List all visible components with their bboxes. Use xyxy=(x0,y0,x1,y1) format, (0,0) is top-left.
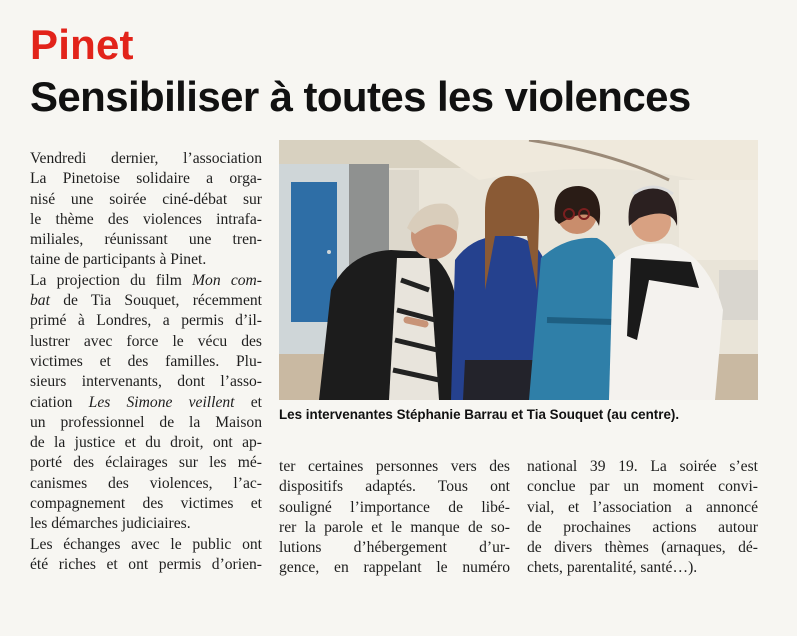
text-line: les démarches judiciaires. xyxy=(30,515,191,533)
text-fragment: de Tia Souquet, récemment xyxy=(49,292,262,310)
text-line xyxy=(30,393,262,413)
text-line: dispositifs adaptés. Tous ont xyxy=(279,478,510,496)
text-line: Vendredi dernier, l’association xyxy=(30,150,262,167)
text-line: canismes des violences, l’ac- xyxy=(30,474,262,492)
text-line: sieurs intervenants, dont l’asso- xyxy=(30,373,262,391)
text-line: de prochaines actions autour xyxy=(527,518,758,536)
film-title: Mon com- xyxy=(192,271,263,289)
text-line: de la justice et du droit, ont ap- xyxy=(30,434,262,452)
text-line: primé à Londres, a permis d’il- xyxy=(30,312,262,330)
text-line xyxy=(30,291,262,311)
text-line: lutions d’hébergement d’ur- xyxy=(279,539,510,557)
text-line: le thème des violences intrafa- xyxy=(30,210,262,228)
text-line: rer la parole et le manque de so- xyxy=(279,518,510,536)
text-line: un professionnel de la Maison xyxy=(30,413,262,431)
text-line: lustrer avec force le vécu des xyxy=(30,332,262,350)
text-line: compagnement des victimes et xyxy=(30,495,262,513)
text-line xyxy=(30,271,262,291)
article-column-2 xyxy=(279,457,510,579)
text-line: souligné l’importance de libé- xyxy=(279,498,510,516)
text-fragment: La projection du film xyxy=(30,271,193,289)
text-line: La Pinetoise solidaire a orga- xyxy=(30,170,262,188)
article-headline: Sensibiliser à toutes les violences xyxy=(30,73,691,120)
text-line: national 39 19. La soirée s’est xyxy=(527,458,758,475)
text-fragment: ciation xyxy=(30,393,89,411)
text-line: ter certaines personnes vers des xyxy=(279,458,510,475)
article-column-1 xyxy=(30,149,262,575)
text-line: vial, et l’association a annoncé xyxy=(527,498,758,516)
film-title: bat xyxy=(30,292,50,310)
paragraph-1 xyxy=(30,149,262,271)
text-line: Les échanges avec le public ont xyxy=(30,535,262,553)
article-photo xyxy=(279,140,758,400)
association-name: Les Simone veillent xyxy=(88,393,235,411)
text-line: été riches et ont permis d’orien- xyxy=(30,555,262,573)
text-line: gence, en rappelant le numéro xyxy=(279,559,510,577)
text-line: chets, parentalité, santé…). xyxy=(527,559,698,577)
text-line: taine de participants à Pinet. xyxy=(30,251,207,269)
text-line: porté des éclairages sur les mé- xyxy=(30,454,262,472)
text-line: victimes et des familles. Plu- xyxy=(30,352,262,370)
photo-caption: Les intervenantes Stéphanie Barrau et Tia Souquet (au centre). xyxy=(279,407,680,422)
text-line: de divers thèmes (arnaques, dé- xyxy=(527,539,758,557)
paragraph-2 xyxy=(30,271,262,535)
text-line: nisé une soirée ciné-débat sur xyxy=(30,190,262,208)
text-line: conclue par un moment convi- xyxy=(527,478,758,496)
article-column-3 xyxy=(527,457,758,579)
group-photo-image xyxy=(279,140,758,400)
text-fragment: et xyxy=(234,393,262,411)
paragraph-3 xyxy=(30,535,262,576)
text-line: miliales, réunissant une tren- xyxy=(30,231,262,249)
section-kicker: Pinet xyxy=(30,21,134,68)
